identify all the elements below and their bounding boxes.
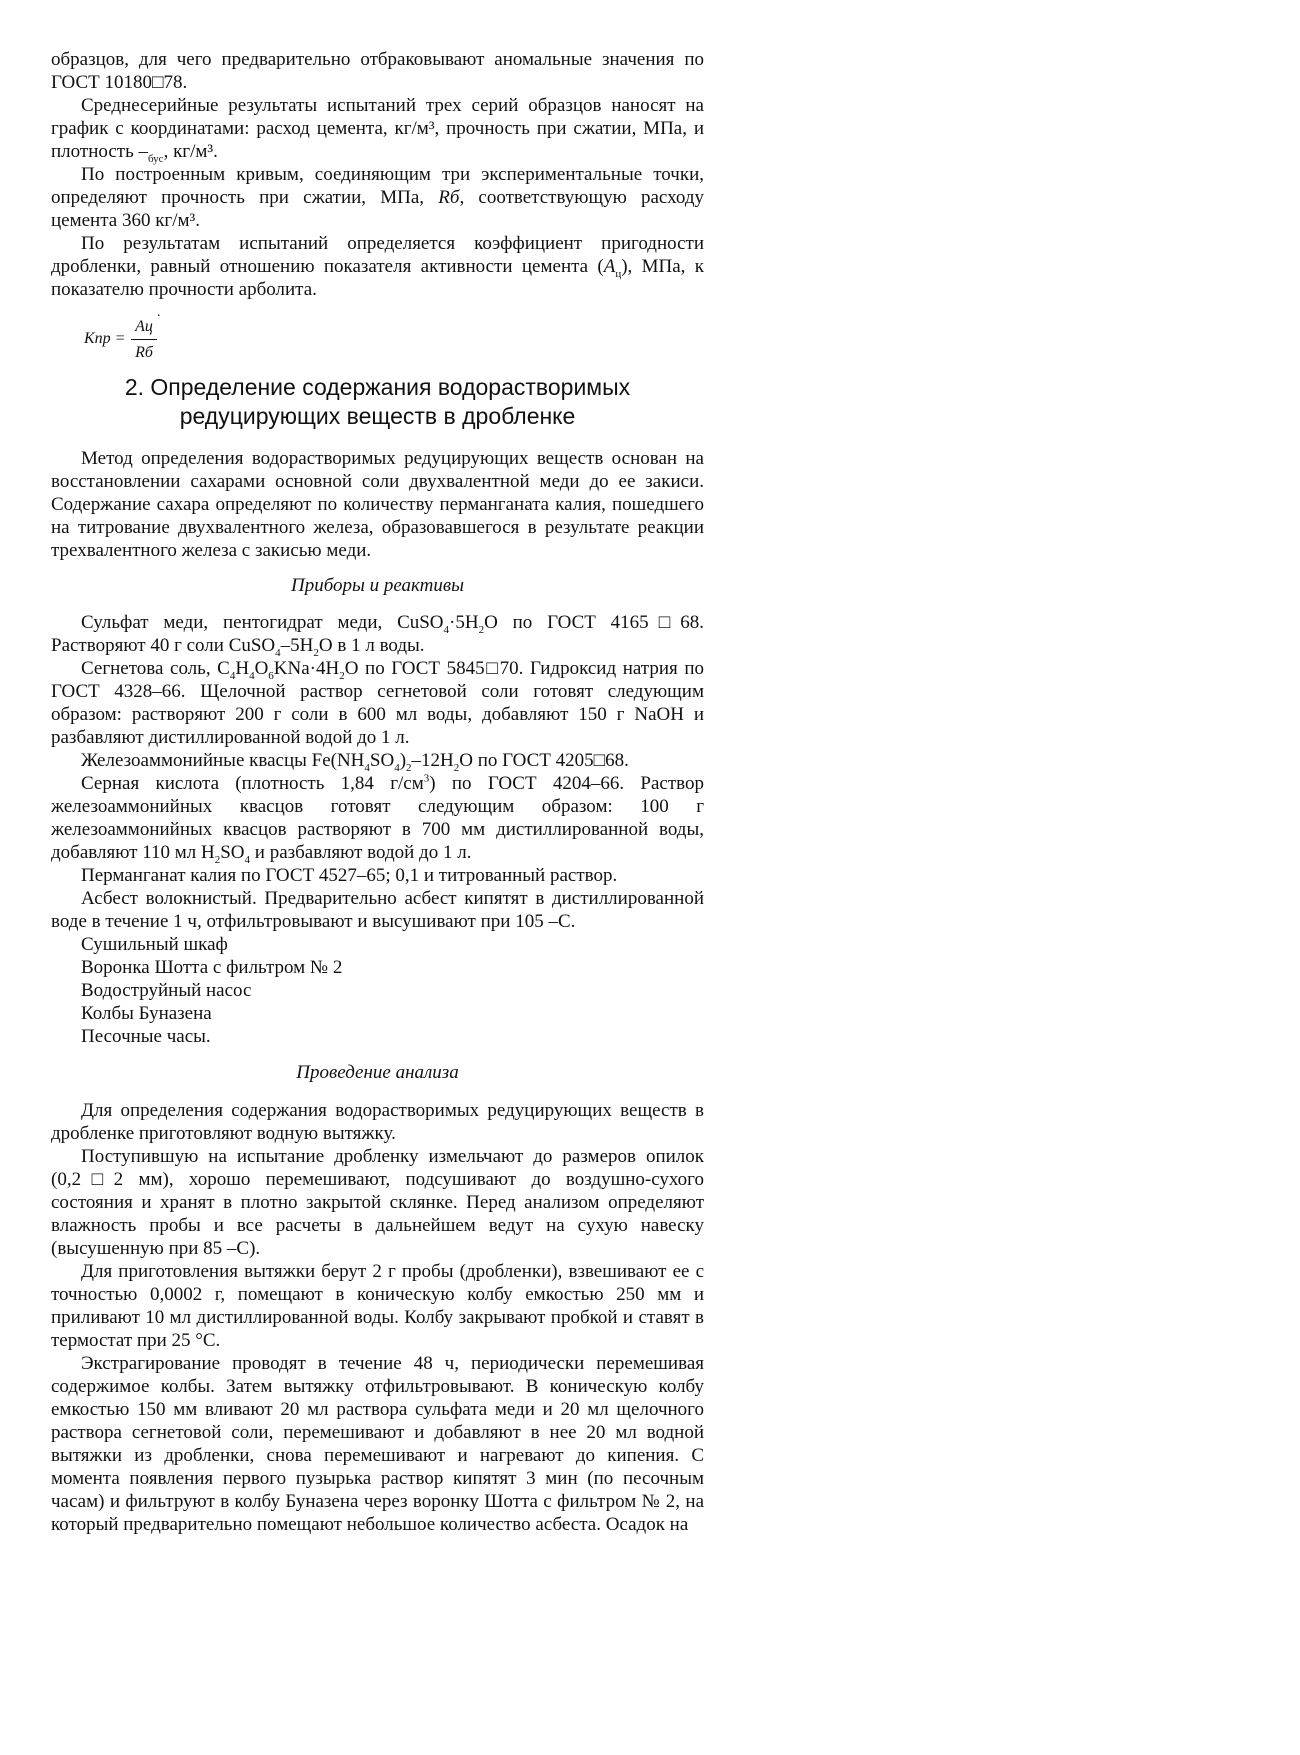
section-title: 2. Определение содержания водорастворимых редуцирующих веществ в дробленке — [124, 374, 631, 429]
document-page — [51, 48, 704, 1536]
paragraph: Поступившую на испытание дробленку измельчают до размеров опилок (0,2□2 мм), хорошо перемешивают, подсушивают до воздушно-сухого состояния и хранят в плотно закрытой склянке. Перед анализом определяют влажность пробы и все расчеты в дальнейшем ведут на сухую навеску (высушенную при 85 –С). — [51, 1146, 704, 1259]
text: По построенным кривым, соединяющим три экспериментальные точки, определяют прочность при сжатии, МПа, — [51, 164, 704, 208]
paragraph: Для приготовления вытяжки берут 2 г пробы (дробленки), взвешивают ее с точностью 0,0002 г, помещают в коническую колбу емкостью 250 мм и приливают 10 мл дистиллированной воды. Колбу закрывают пробкой и ставят в термостат при 25 °С. — [51, 1261, 704, 1351]
equipment-item: Песочные часы. — [81, 1026, 211, 1047]
paragraph: образцов, для чего предварительно отбраковывают аномальные значения по ГОСТ 10180□78. — [51, 49, 704, 93]
text: По результатам испытаний определяется коэффициент пригодности дробленки, равный отношению показателя активности цемента ( — [51, 233, 704, 277]
formula-numerator: Ац — [135, 318, 153, 335]
subheading: Проведение анализа — [296, 1062, 459, 1083]
subscript: ц — [615, 267, 622, 280]
formula-dot: . — [157, 305, 161, 320]
equipment-item: Воронка Шотта с фильтром № 2 — [81, 957, 343, 978]
variable: Rб — [438, 187, 460, 208]
paragraph — [51, 163, 704, 232]
text: ), МПа, к показателю прочности арболита. — [51, 256, 704, 300]
formula-denominator: Rб — [135, 344, 153, 361]
variable: А — [603, 256, 616, 277]
equipment-item: Водоструйный насос — [81, 980, 252, 1001]
reagent-item: Железоаммонийные квасцы $Fe(NH_4SO_4)_2-12H_2O$ по ГОСТ 4205□68. — [81, 750, 629, 774]
equipment-item: Сушильный шкаф — [81, 934, 228, 955]
text: , соответствующую расходу цемента 360 кг/м³. — [51, 187, 705, 231]
reagent-item: Асбест волокнистый. Предварительно асбест кипятят в дистиллированной воде в течение 1 ч, отфильтровывают и высушивают при 105 –С. — [51, 888, 704, 932]
fraction-bar — [131, 339, 157, 340]
subheading: Приборы и реактивы — [290, 575, 465, 596]
reagent-item: Сегнетова соль, $C_4H_4O_6KNa\cdot 4H_2O$ по ГОСТ 5845□70. Гидроксид натрия по ГОСТ 4328–66. Щелочной раствор сегнетовой соли готовят следующим образом: растворяют 200 г соли в 600 мл воды, добавляют 150 г NaOH и разбавляют дистиллированной водой до 1 л. — [51, 658, 704, 748]
paragraph: Метод определения водорастворимых редуцирующих веществ основан на восстановлении сахарами основной соли двухвалентной меди до ее закиси. Содержание сахара определяют по количеству перманганата калия, пошедшего на титрование двухвалентного железа, образовавшегося в результате реакции трехвалентного железа с закисью меди. — [51, 448, 704, 561]
reagent-item: Перманганат калия по ГОСТ 4527–65; 0,1 и титрованный раствор. — [81, 865, 618, 886]
paragraph: Для определения содержания водорастворимых редуцирующих веществ в дробленке приготовляют водную вытяжку. — [51, 1100, 704, 1144]
text: , кг/м³. — [163, 141, 218, 162]
paragraph — [51, 94, 704, 163]
reagent-item: Сульфат меди, пентогидрат меди, $CuSO_4\cdot 5H_2O$ по ГОСТ 4165□68. Растворяют 40 г соли $CuSO_4-5H_2O$ в 1 л воды. — [51, 612, 705, 659]
formula-fraction — [131, 315, 157, 364]
subscript: бус — [148, 152, 164, 165]
reagent-item: Серная кислота (плотность 1,84 $г/см^3$) по ГОСТ 4204–66. Раствор железоаммонийных квасцов готовят следующим образом: 100 г железоаммонийных квасцов растворяют в 700 мм дистиллированной воды, добавляют 110 мл $H_2SO_4$ и разбавляют водой до 1 л. — [51, 772, 704, 866]
formula — [51, 305, 704, 367]
formula-lhs: Кпр = — [84, 330, 126, 347]
paragraph — [51, 232, 704, 301]
equipment-item: Колбы Буназена — [81, 1003, 212, 1024]
paragraph: Экстрагирование проводят в течение 48 ч, периодически перемешивая содержимое колбы. Затем вытяжку отфильтровывают. В коническую колбу емкостью 150 мм вливают 20 мл раствора сульфата меди и 20 мл щелочного раствора сегнетовой соли, перемешивают и добавляют в нее 20 мл водной вытяжки из дробленки, снова перемешивают и нагревают до кипения. С момента появления первого пузырька раствор кипятят 3 мин (по песочным часам) и фильтруют в колбу Буназена через воронку Шотта с фильтром № 2, на который предварительно помещают небольшое количество асбеста. Осадок на — [51, 1353, 704, 1535]
text: Среднесерийные результаты испытаний трех серий образцов наносят на график с координатами: расход цемента, кг/м³, прочность при сжатии, МПа, и плотность – — [51, 95, 704, 162]
